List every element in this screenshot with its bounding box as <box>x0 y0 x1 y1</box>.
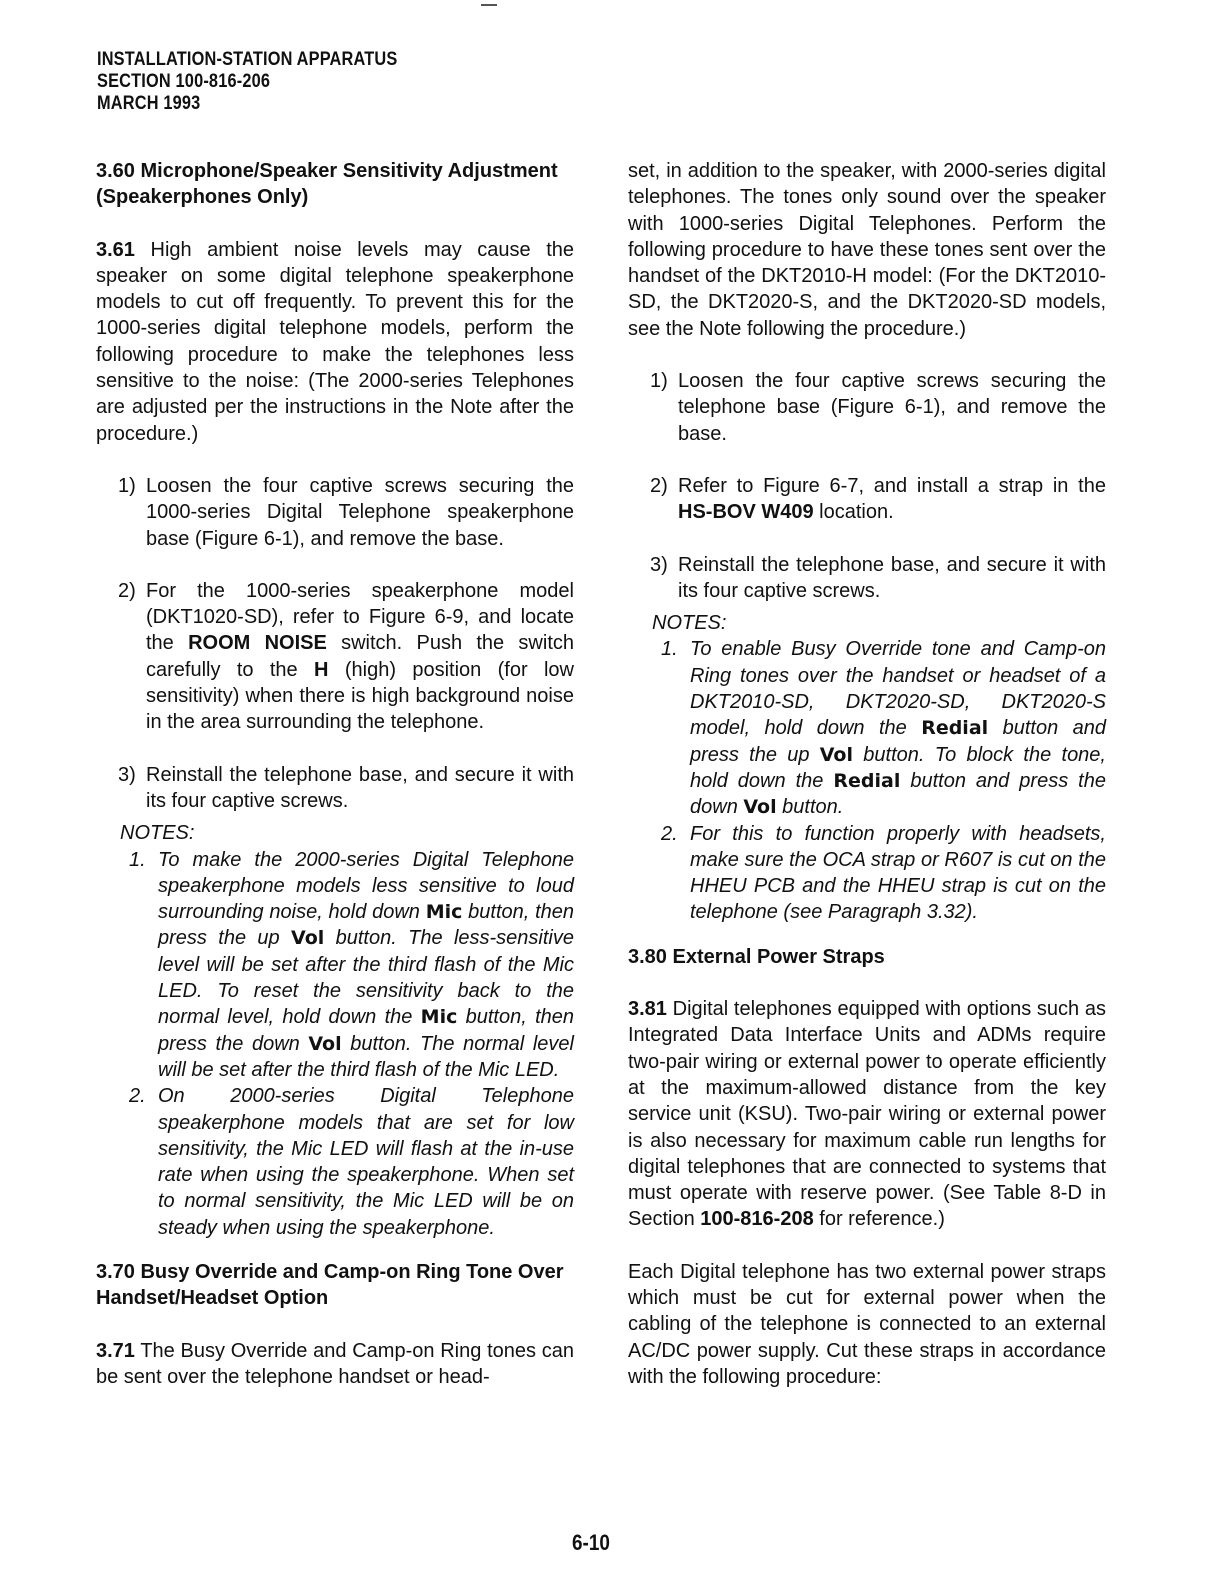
paragraph-3-71-continued: set, in addition to the speaker, with 2000-series digital telephones. The tones only sound over the speaker with 1000-series Digital Telephones. Perform the following procedure to have these tones sent over the handset of the DKT2010-H model: (For the DKT2010-SD, the DKT2020-S, and the DKT2020-SD models, see the Note following the procedure.) <box>628 160 1106 340</box>
header-title: INSTALLATION-STATION APPARATUS <box>97 49 398 70</box>
step-text: location. <box>813 501 894 524</box>
document-header <box>97 49 397 115</box>
redial-key-label: Redial <box>921 717 989 740</box>
notes-heading: NOTES: <box>652 612 727 635</box>
paragraph-number: 3.71 <box>96 1339 135 1362</box>
strap-location: HS-BOV W409 <box>678 501 814 524</box>
header-date: MARCH 1993 <box>97 93 201 114</box>
step-number: 3) <box>118 763 136 786</box>
mic-key-label: Mic <box>420 1006 458 1029</box>
page-number: 6-10 <box>572 1530 610 1555</box>
section-heading-3-70: 3.70 Busy Override and Camp-on Ring Tone Over Handset/Headset Option <box>96 1260 564 1310</box>
paragraph-3-81 <box>628 996 1106 1233</box>
section-reference: 100-816-208 <box>700 1208 814 1231</box>
note-text: On 2000-series Digital Telephone speakerphone models that are set for low sensitivity, the Mic LED will flash at the in-use rate when using the speakerphone. When set to normal sensitivity, the Mic LED will be on steady when using the speakerphone. <box>158 1085 574 1239</box>
note-text: button, then press the down <box>158 1006 574 1055</box>
note-text: button. <box>776 796 844 819</box>
note-text: To enable Busy Override tone and Camp-on Ring tones over the handset or headset of a DKT2010-SD, DKT2020-SD, DKT2020-S model, hold down the <box>690 638 1106 740</box>
note-text: button, then press the up <box>158 901 574 950</box>
section-heading-3-60: 3.60 Microphone/Speaker Sensitivity Adjustment (Speakerphones Only) <box>96 160 558 209</box>
step-number: 2) <box>650 474 668 497</box>
vol-key-label: Vol <box>291 927 325 950</box>
step-item <box>628 473 1106 526</box>
right-column <box>628 158 1106 1390</box>
note-number: 1. <box>129 848 146 871</box>
paragraph-number: 3.61 <box>96 238 135 261</box>
step-item <box>628 552 1106 605</box>
step-number: 1) <box>118 474 136 497</box>
note-text: For this to function properly with headsets, make sure the OCA strap or R607 is cut on the HHEU PCB and the HHEU strap is cut on the telephone (see Paragraph 3.32). <box>690 822 1106 924</box>
vol-key-label: Vol <box>308 1032 342 1055</box>
section-heading-3-80: 3.80 External Power Straps <box>628 945 885 968</box>
left-column <box>96 158 574 1390</box>
note-item <box>628 636 1106 820</box>
paragraph-number: 3.81 <box>628 998 667 1021</box>
step-number: 1) <box>650 370 668 393</box>
note-number: 2. <box>129 1085 146 1108</box>
note-item <box>628 821 1106 926</box>
paragraph-text: The Busy Override and Camp-on Ring tones can be sent over the telephone handset or head- <box>96 1339 574 1388</box>
note-number: 1. <box>661 638 678 661</box>
step-number: 3) <box>650 553 668 576</box>
step-text: Loosen the four captive screws securing the 1000-series Digital Telephone speakerphone base (Figure 6-1), and remove the base. <box>146 474 574 550</box>
note-text: To make the 2000-series Digital Telephone speakerphone models less sensitive to loud surrounding noise, hold down <box>158 848 574 924</box>
paragraph-text: High ambient noise levels may cause the speaker on some digital telephone speakerphone models to cut off frequently. To prevent this for the 1000-series digital telephone models, perform the following procedure to make the telephones less sensitive to the noise: (The 2000-series Telephones are adjusted per the instructions in the Note after the procedure.) <box>96 238 574 445</box>
scan-mark <box>481 4 497 6</box>
step-item <box>628 368 1106 447</box>
notes-heading: NOTES: <box>120 822 195 845</box>
vol-key-label: Vol <box>743 796 777 819</box>
step-text: For the 1000-series speakerphone model (DKT1020-SD), refer to Figure 6-9, and locate the <box>146 579 574 655</box>
paragraph-text: Digital telephones equipped with options such as Integrated Data Interface Units and ADMs require two-pair wiring or external power to operate efficiently at the maximum-allowed distance from the key service unit (KSU). Two-pair wiring or external power is also necessary for maximum cable run lengths for digital telephones that are connected to systems that must operate with reserve power. (See Table 8-D in Section <box>628 998 1106 1231</box>
note-item <box>96 847 574 1084</box>
note-text: button and press the down <box>690 769 1106 819</box>
vol-key-label: Vol <box>819 743 853 766</box>
step-item <box>96 473 574 552</box>
header-section: SECTION 100-816-206 <box>97 71 271 92</box>
note-item <box>96 1083 574 1241</box>
note-text: button. The less-sensitive level will be set after the third flash of the Mic LED. To reset the sensitivity back to the normal level, hold down the <box>158 927 574 1029</box>
step-number: 2) <box>118 579 136 602</box>
step-text: (high) position (for low sensitivity) when there is high background noise in the area surrounding the telephone. <box>146 658 574 734</box>
paragraph-text: for reference.) <box>813 1208 945 1231</box>
paragraph-3-82: Each Digital telephone has two external power straps which must be cut for external power when the cabling of the telephone is connected to an external AC/DC power supply. Cut these straps in accordance with the following procedure: <box>628 1260 1106 1388</box>
step-text: Loosen the four captive screws securing the telephone base (Figure 6-1), and remove the base. <box>678 370 1106 445</box>
note-text: button and press the up <box>690 717 1106 766</box>
step-text: Reinstall the telephone base, and secure it with its four captive screws. <box>146 763 574 812</box>
paragraph-3-61 <box>96 237 574 447</box>
step-item <box>96 762 574 815</box>
note-text: button. The normal level will be set after the third flash of the Mic LED. <box>158 1032 574 1081</box>
step-item <box>96 578 574 736</box>
paragraph-3-71 <box>96 1338 574 1391</box>
note-text: button. To block the tone, hold down the <box>690 743 1106 792</box>
mic-key-label: Mic <box>425 901 463 924</box>
position-label: H <box>314 658 329 681</box>
switch-name: ROOM NOISE <box>188 632 327 655</box>
redial-key-label: Redial <box>833 769 901 792</box>
step-text: Refer to Figure 6-7, and install a strap in the <box>678 474 1106 497</box>
step-text: Reinstall the telephone base, and secure it with its four captive screws. <box>678 553 1106 602</box>
step-text: switch. Push the switch carefully to the <box>146 632 574 681</box>
note-number: 2. <box>661 822 678 845</box>
